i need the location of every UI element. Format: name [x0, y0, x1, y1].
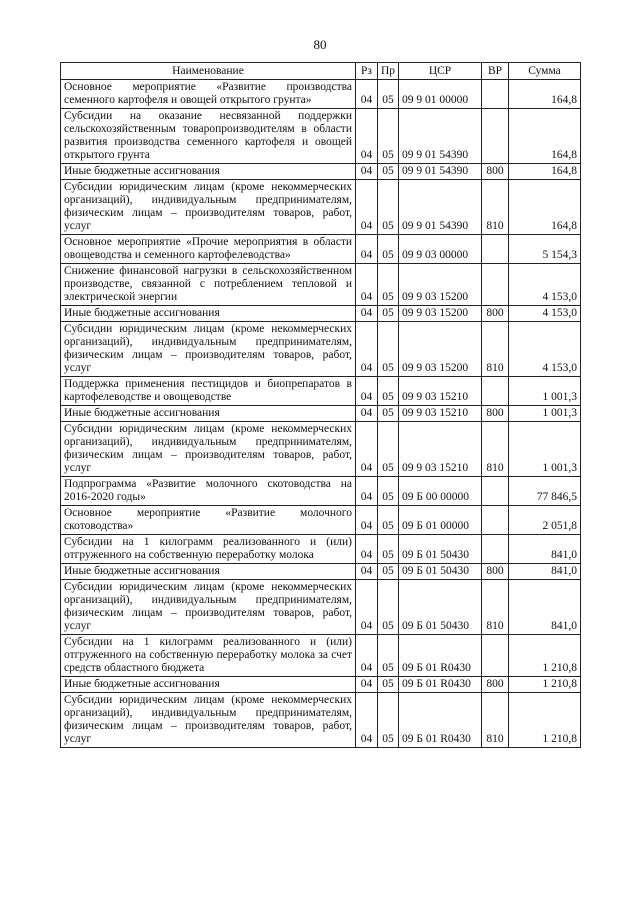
cell-csr: 09 Б 01 R0430: [399, 635, 482, 677]
cell-name: Основное мероприятие «Прочие мероприятия в области овощеводства и семенного картофелеводства»: [61, 235, 356, 264]
page-number: 80: [313, 37, 327, 52]
cell-name: Иные бюджетные ассигнования: [61, 564, 356, 580]
cell-csr: 09 Б 01 00000: [399, 506, 482, 535]
cell-name: Иные бюджетные ассигнования: [61, 164, 356, 180]
cell-sum: 77 846,5: [509, 477, 581, 506]
cell-rz: 04: [356, 580, 378, 635]
cell-csr: 09 9 03 15210: [399, 406, 482, 422]
cell-rz: 04: [356, 109, 378, 164]
cell-rz: 04: [356, 377, 378, 406]
table-row: [61, 264, 581, 306]
cell-sum: 1 210,8: [509, 693, 581, 748]
cell-pr: 05: [378, 164, 399, 180]
cell-rz: 04: [356, 564, 378, 580]
cell-sum: 164,8: [509, 109, 581, 164]
cell-name: Субсидии юридическим лицам (кроме некоммерческих организаций), индивидуальным предпринимателям, физическим лицам – производителям товаров, работ, услуг: [61, 180, 356, 235]
cell-rz: 04: [356, 422, 378, 477]
cell-sum: 1 001,3: [509, 377, 581, 406]
cell-csr: 09 9 03 15200: [399, 322, 482, 377]
cell-vr: [482, 635, 509, 677]
cell-pr: 05: [378, 235, 399, 264]
cell-vr: 810: [482, 580, 509, 635]
cell-csr: 09 Б 01 50430: [399, 580, 482, 635]
table-header-row: [61, 63, 581, 80]
cell-vr: 800: [482, 406, 509, 422]
cell-name: Подпрограмма «Развитие молочного скотоводства на 2016-2020 годы»: [61, 477, 356, 506]
column-header-pr: Пр: [378, 63, 399, 80]
table-row: [61, 677, 581, 693]
cell-sum: 164,8: [509, 180, 581, 235]
table-row: [61, 109, 581, 164]
table-row: [61, 506, 581, 535]
cell-rz: 04: [356, 80, 378, 109]
cell-sum: 5 154,3: [509, 235, 581, 264]
cell-rz: 04: [356, 180, 378, 235]
cell-csr: 09 9 01 54390: [399, 180, 482, 235]
cell-vr: 800: [482, 164, 509, 180]
cell-pr: 05: [378, 677, 399, 693]
table-body: [61, 80, 581, 748]
table-row: [61, 580, 581, 635]
table-row: [61, 377, 581, 406]
cell-rz: 04: [356, 264, 378, 306]
cell-vr: [482, 109, 509, 164]
cell-sum: 1 001,3: [509, 406, 581, 422]
cell-pr: 05: [378, 635, 399, 677]
cell-vr: [482, 80, 509, 109]
cell-csr: 09 Б 01 R0430: [399, 693, 482, 748]
table-row: [61, 406, 581, 422]
table-row: [61, 164, 581, 180]
cell-rz: 04: [356, 477, 378, 506]
cell-name: Иные бюджетные ассигнования: [61, 406, 356, 422]
cell-csr: 09 9 03 00000: [399, 235, 482, 264]
cell-vr: [482, 235, 509, 264]
cell-pr: 05: [378, 580, 399, 635]
cell-name: Поддержка применения пестицидов и биопрепаратов в картофелеводстве и овощеводстве: [61, 377, 356, 406]
cell-name: Снижение финансовой нагрузки в сельскохозяйственном производстве, связанной с потреблением тепловой и электрической энергии: [61, 264, 356, 306]
cell-sum: 4 153,0: [509, 306, 581, 322]
cell-rz: 04: [356, 322, 378, 377]
cell-sum: 841,0: [509, 535, 581, 564]
cell-csr: 09 9 03 15200: [399, 264, 482, 306]
cell-rz: 04: [356, 306, 378, 322]
cell-name: Субсидии юридическим лицам (кроме некоммерческих организаций), индивидуальным предпринимателям, физическим лицам – производителям товаров, работ, услуг: [61, 322, 356, 377]
cell-pr: 05: [378, 564, 399, 580]
column-header-rz: Рз: [356, 63, 378, 80]
cell-vr: 810: [482, 693, 509, 748]
cell-csr: 09 9 01 54390: [399, 109, 482, 164]
cell-name: Субсидии юридическим лицам (кроме некоммерческих организаций), индивидуальным предпринимателям, физическим лицам – производителям товаров, работ, услуг: [61, 580, 356, 635]
cell-name: Субсидии на оказание несвязанной поддержки сельскохозяйственным товаропроизводителям в области развития производства семенного картофеля и овощей открытого грунта: [61, 109, 356, 164]
cell-pr: 05: [378, 535, 399, 564]
cell-sum: 841,0: [509, 580, 581, 635]
cell-name: Основное мероприятие «Развитие молочного скотоводства»: [61, 506, 356, 535]
table-row: [61, 693, 581, 748]
cell-csr: 09 9 03 15210: [399, 422, 482, 477]
cell-rz: 04: [356, 506, 378, 535]
cell-pr: 05: [378, 477, 399, 506]
cell-vr: [482, 506, 509, 535]
cell-rz: 04: [356, 635, 378, 677]
table-row: [61, 477, 581, 506]
cell-vr: 800: [482, 564, 509, 580]
cell-vr: 810: [482, 180, 509, 235]
cell-vr: 810: [482, 422, 509, 477]
cell-pr: 05: [378, 264, 399, 306]
table-row: [61, 235, 581, 264]
cell-sum: 1 001,3: [509, 422, 581, 477]
cell-csr: 09 9 03 15200: [399, 306, 482, 322]
cell-name: Иные бюджетные ассигнования: [61, 306, 356, 322]
column-header-vr: ВР: [482, 63, 509, 80]
cell-pr: 05: [378, 693, 399, 748]
cell-pr: 05: [378, 109, 399, 164]
cell-name: Субсидии юридическим лицам (кроме некоммерческих организаций), индивидуальным предпринимателям, физическим лицам – производителям товаров, работ, услуг: [61, 422, 356, 477]
cell-vr: [482, 377, 509, 406]
cell-name: Субсидии на 1 килограмм реализованного и (или) отгруженного на собственную переработку молока: [61, 535, 356, 564]
cell-csr: 09 9 01 00000: [399, 80, 482, 109]
cell-vr: [482, 477, 509, 506]
cell-name: Иные бюджетные ассигнования: [61, 677, 356, 693]
cell-sum: 841,0: [509, 564, 581, 580]
cell-vr: [482, 264, 509, 306]
table-row: [61, 306, 581, 322]
column-header-name: Наименование: [61, 63, 356, 80]
cell-csr: 09 Б 01 50430: [399, 535, 482, 564]
cell-vr: 810: [482, 322, 509, 377]
cell-rz: 04: [356, 406, 378, 422]
cell-csr: 09 Б 00 00000: [399, 477, 482, 506]
cell-pr: 05: [378, 180, 399, 235]
table-row: [61, 322, 581, 377]
cell-pr: 05: [378, 406, 399, 422]
cell-pr: 05: [378, 506, 399, 535]
cell-rz: 04: [356, 235, 378, 264]
cell-pr: 05: [378, 377, 399, 406]
cell-pr: 05: [378, 306, 399, 322]
table-row: [61, 564, 581, 580]
cell-pr: 05: [378, 80, 399, 109]
cell-sum: 4 153,0: [509, 322, 581, 377]
cell-name: Субсидии на 1 килограмм реализованного и (или) отгруженного на собственную переработку молока за счет средств областного бюджета: [61, 635, 356, 677]
cell-name: Субсидии юридическим лицам (кроме некоммерческих организаций), индивидуальным предпринимателям, физическим лицам – производителям товаров, работ, услуг: [61, 693, 356, 748]
table-row: [61, 180, 581, 235]
table-row: [61, 535, 581, 564]
budget-table: [60, 62, 581, 748]
cell-sum: 164,8: [509, 80, 581, 109]
cell-csr: 09 Б 01 R0430: [399, 677, 482, 693]
cell-sum: 2 051,8: [509, 506, 581, 535]
column-header-csr: ЦСР: [399, 63, 482, 80]
cell-vr: 800: [482, 306, 509, 322]
cell-pr: 05: [378, 422, 399, 477]
cell-vr: [482, 535, 509, 564]
table-row: [61, 422, 581, 477]
cell-rz: 04: [356, 535, 378, 564]
cell-rz: 04: [356, 164, 378, 180]
cell-rz: 04: [356, 693, 378, 748]
cell-name: Основное мероприятие «Развитие производства семенного картофеля и овощей открытого грунта»: [61, 80, 356, 109]
cell-sum: 4 153,0: [509, 264, 581, 306]
cell-rz: 04: [356, 677, 378, 693]
cell-sum: 1 210,8: [509, 635, 581, 677]
cell-csr: 09 9 01 54390: [399, 164, 482, 180]
cell-sum: 1 210,8: [509, 677, 581, 693]
cell-vr: 800: [482, 677, 509, 693]
cell-sum: 164,8: [509, 164, 581, 180]
cell-csr: 09 Б 01 50430: [399, 564, 482, 580]
table-row: [61, 80, 581, 109]
cell-csr: 09 9 03 15210: [399, 377, 482, 406]
cell-pr: 05: [378, 322, 399, 377]
column-header-sum: Сумма: [509, 63, 581, 80]
table-row: [61, 635, 581, 677]
